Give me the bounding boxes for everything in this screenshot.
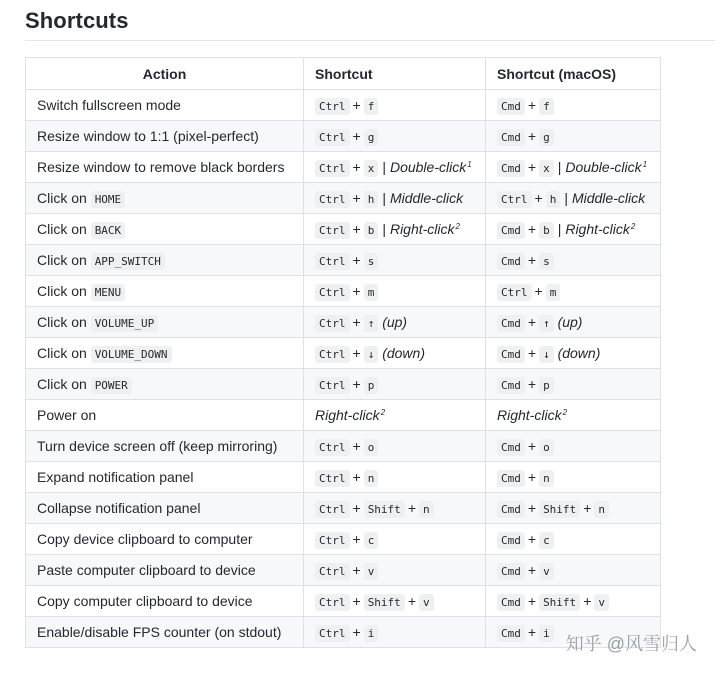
key-cap: o <box>364 439 379 456</box>
plus-sign: + <box>527 128 537 144</box>
key-cap: Ctrl <box>315 470 350 487</box>
key-cap: Cmd <box>497 98 525 115</box>
key-cap: m <box>364 284 379 301</box>
shortcut-macos-cell <box>486 214 661 245</box>
plus-sign: + <box>527 345 537 361</box>
footnote-ref: 2 <box>380 408 386 417</box>
action-text: Resize window to 1:1 (pixel-perfect) <box>37 128 259 144</box>
table-row <box>26 431 661 462</box>
table-body <box>26 90 661 648</box>
action-cell <box>26 400 304 431</box>
key-cap: POWER <box>91 377 132 394</box>
plus-sign: + <box>352 283 361 299</box>
shortcut-cell <box>304 493 486 524</box>
shortcut-macos-cell <box>486 369 661 400</box>
key-cap: n <box>594 501 609 518</box>
plus-sign: + <box>527 500 537 516</box>
table-row <box>26 400 661 431</box>
footnote-ref: 1 <box>467 160 472 169</box>
shortcut-macos-cell <box>486 586 661 617</box>
key-cap: o <box>539 439 554 456</box>
table-row <box>26 183 661 214</box>
key-cap: BACK <box>91 222 126 239</box>
mouse-action: Double-click <box>389 159 467 175</box>
plus-sign: + <box>352 531 361 547</box>
key-cap: Shift <box>364 501 405 518</box>
separator: | <box>557 221 562 237</box>
mouse-action: Middle-click <box>389 190 464 206</box>
action-cell <box>26 617 304 648</box>
mouse-action: (up) <box>553 314 583 330</box>
key-cap: x <box>539 160 554 177</box>
footnote-ref: 2 <box>455 222 460 231</box>
action-cell <box>26 493 304 524</box>
mouse-action: Right-click <box>497 407 562 423</box>
mouse-action: (down) <box>378 345 425 361</box>
table-row <box>26 307 661 338</box>
shortcut-cell <box>304 90 486 121</box>
key-cap: g <box>539 129 554 146</box>
key-cap: g <box>364 129 379 146</box>
shortcut-macos-cell <box>486 493 661 524</box>
key-cap: Ctrl <box>315 160 350 177</box>
action-cell <box>26 214 304 245</box>
shortcut-cell <box>304 121 486 152</box>
page-title: Shortcuts <box>25 8 129 33</box>
key-cap: Ctrl <box>315 563 350 580</box>
key-cap: APP_SWITCH <box>91 253 165 270</box>
action-cell <box>26 369 304 400</box>
plus-sign: + <box>407 500 416 516</box>
table-row <box>26 555 661 586</box>
key-cap: Shift <box>539 501 580 518</box>
key-cap: ↓ <box>539 346 554 363</box>
key-cap: Ctrl <box>315 439 350 456</box>
plus-sign: + <box>352 345 361 361</box>
title-divider <box>25 40 715 41</box>
mouse-action: Right-click <box>565 221 630 237</box>
shortcut-macos-cell <box>486 338 661 369</box>
action-cell <box>26 338 304 369</box>
shortcut-macos-cell <box>486 152 661 183</box>
key-cap: Cmd <box>497 439 525 456</box>
plus-sign: + <box>527 531 537 547</box>
shortcut-macos-cell <box>486 90 661 121</box>
key-cap: Ctrl <box>315 346 350 363</box>
footnote-ref: 2 <box>562 408 568 417</box>
plus-sign: + <box>527 221 537 237</box>
plus-sign: + <box>527 593 537 609</box>
action-cell <box>26 121 304 152</box>
action-text: Click on <box>37 314 91 330</box>
key-cap: Cmd <box>497 625 525 642</box>
key-cap: p <box>539 377 554 394</box>
plus-sign: + <box>527 252 537 268</box>
key-cap: Ctrl <box>315 222 350 239</box>
shortcut-macos-cell <box>486 555 661 586</box>
action-text: Enable/disable FPS counter (on stdout) <box>37 624 282 640</box>
separator: | <box>557 159 562 175</box>
shortcut-macos-cell <box>486 183 661 214</box>
key-cap: h <box>546 191 561 208</box>
table-header <box>26 58 661 90</box>
plus-sign: + <box>352 97 361 113</box>
watermark-text: 知乎 @风雪归人 <box>565 634 697 654</box>
table-row <box>26 152 661 183</box>
action-text: Click on <box>37 345 91 361</box>
key-cap: Cmd <box>497 129 525 146</box>
plus-sign: + <box>527 469 537 485</box>
key-cap: i <box>364 625 379 642</box>
key-cap: MENU <box>91 284 126 301</box>
key-cap: n <box>364 470 379 487</box>
plus-sign: + <box>407 593 416 609</box>
action-text: Collapse notification panel <box>37 500 201 516</box>
action-text: Click on <box>37 283 91 299</box>
key-cap: x <box>364 160 379 177</box>
key-cap: m <box>546 284 561 301</box>
action-cell <box>26 586 304 617</box>
shortcut-macos-cell <box>486 462 661 493</box>
action-text: Switch fullscreen mode <box>37 97 181 113</box>
key-cap: Ctrl <box>315 315 350 332</box>
key-cap: Cmd <box>497 563 525 580</box>
key-cap: ↓ <box>364 346 379 363</box>
plus-sign: + <box>352 593 361 609</box>
key-cap: VOLUME_UP <box>91 315 159 332</box>
action-cell <box>26 555 304 586</box>
table-row <box>26 276 661 307</box>
table-row <box>26 493 661 524</box>
action-text: Copy device clipboard to computer <box>37 531 253 547</box>
separator: | <box>382 190 386 206</box>
shortcut-cell <box>304 245 486 276</box>
plus-sign: + <box>527 159 537 175</box>
key-cap: Ctrl <box>315 501 350 518</box>
key-cap: h <box>364 191 379 208</box>
action-cell <box>26 431 304 462</box>
key-cap: c <box>364 532 379 549</box>
key-cap: Cmd <box>497 377 525 394</box>
action-text: Resize window to remove black borders <box>37 159 285 175</box>
table-row <box>26 462 661 493</box>
key-cap: Cmd <box>497 315 525 332</box>
key-cap: v <box>594 594 609 611</box>
plus-sign: + <box>352 624 361 640</box>
key-cap: Ctrl <box>315 625 350 642</box>
shortcut-cell <box>304 555 486 586</box>
key-cap: Ctrl <box>315 98 350 115</box>
plus-sign: + <box>534 283 543 299</box>
table-row <box>26 524 661 555</box>
plus-sign: + <box>352 159 361 175</box>
shortcut-cell <box>304 431 486 462</box>
mouse-action: (down) <box>553 345 601 361</box>
key-cap: n <box>419 501 434 518</box>
mouse-action: Right-click <box>315 407 380 423</box>
column-header-action: Action <box>26 58 304 90</box>
key-cap: Ctrl <box>497 191 532 208</box>
action-text: Click on <box>37 252 91 268</box>
shortcuts-table <box>25 57 661 648</box>
action-cell <box>26 462 304 493</box>
shortcut-macos-cell <box>486 276 661 307</box>
plus-sign: + <box>352 438 361 454</box>
header-row <box>26 58 661 90</box>
shortcut-cell <box>304 400 486 431</box>
action-text: Paste computer clipboard to device <box>37 562 256 578</box>
action-cell <box>26 276 304 307</box>
key-cap: Cmd <box>497 222 525 239</box>
shortcut-cell <box>304 586 486 617</box>
action-cell <box>26 90 304 121</box>
table-row <box>26 214 661 245</box>
plus-sign: + <box>527 97 537 113</box>
key-cap: Cmd <box>497 532 525 549</box>
key-cap: Cmd <box>497 253 525 270</box>
action-cell <box>26 152 304 183</box>
plus-sign: + <box>534 190 543 206</box>
plus-sign: + <box>352 500 361 516</box>
plus-sign: + <box>352 314 361 330</box>
action-cell <box>26 183 304 214</box>
shortcut-macos-cell <box>486 400 661 431</box>
action-text: Click on <box>37 221 91 237</box>
key-cap: Ctrl <box>315 594 350 611</box>
key-cap: i <box>539 625 554 642</box>
plus-sign: + <box>583 500 592 516</box>
plus-sign: + <box>352 469 361 485</box>
action-text: Copy computer clipboard to device <box>37 593 253 609</box>
action-cell <box>26 524 304 555</box>
watermark <box>566 630 697 656</box>
key-cap: Cmd <box>497 160 525 177</box>
shortcut-macos-cell <box>486 524 661 555</box>
key-cap: Ctrl <box>315 129 350 146</box>
key-cap: p <box>364 377 379 394</box>
table-row <box>26 338 661 369</box>
shortcut-cell <box>304 276 486 307</box>
shortcut-cell <box>304 338 486 369</box>
mouse-action: (up) <box>378 314 408 330</box>
shortcut-cell <box>304 152 486 183</box>
table-row <box>26 369 661 400</box>
shortcut-cell <box>304 369 486 400</box>
mouse-action: Right-click <box>389 221 455 237</box>
shortcut-macos-cell <box>486 245 661 276</box>
plus-sign: + <box>527 314 537 330</box>
key-cap: Ctrl <box>315 377 350 394</box>
plus-sign: + <box>527 624 537 640</box>
plus-sign: + <box>352 190 361 206</box>
action-text: Power on <box>37 407 97 423</box>
separator: | <box>382 159 386 175</box>
key-cap: ↑ <box>539 315 554 332</box>
plus-sign: + <box>352 562 361 578</box>
separator: | <box>382 221 386 237</box>
key-cap: s <box>539 253 554 270</box>
table-row <box>26 245 661 276</box>
action-text: Expand notification panel <box>37 469 194 485</box>
footnote-ref: 1 <box>642 160 648 169</box>
key-cap: s <box>364 253 379 270</box>
key-cap: Shift <box>539 594 580 611</box>
key-cap: Ctrl <box>315 253 350 270</box>
shortcut-cell <box>304 214 486 245</box>
key-cap: f <box>364 98 379 115</box>
table-row <box>26 90 661 121</box>
key-cap: v <box>364 563 379 580</box>
shortcut-cell <box>304 524 486 555</box>
separator: | <box>564 190 568 206</box>
shortcut-cell <box>304 462 486 493</box>
plus-sign: + <box>352 252 361 268</box>
key-cap: v <box>419 594 434 611</box>
mouse-action: Double-click <box>565 159 642 175</box>
action-text: Click on <box>37 376 91 392</box>
column-header-shortcut: Shortcut <box>304 58 486 90</box>
key-cap: Shift <box>364 594 405 611</box>
shortcut-cell <box>304 307 486 338</box>
key-cap: Ctrl <box>315 284 350 301</box>
column-header-shortcut-macos: Shortcut (macOS) <box>486 58 661 90</box>
key-cap: Ctrl <box>315 532 350 549</box>
footnote-ref: 2 <box>630 222 636 231</box>
key-cap: VOLUME_DOWN <box>91 346 172 363</box>
plus-sign: + <box>352 221 361 237</box>
action-cell <box>26 307 304 338</box>
plus-sign: + <box>352 128 361 144</box>
key-cap: n <box>539 470 554 487</box>
key-cap: Cmd <box>497 501 525 518</box>
table-row <box>26 586 661 617</box>
key-cap: HOME <box>91 191 126 208</box>
shortcut-macos-cell <box>486 307 661 338</box>
key-cap: ↑ <box>364 315 379 332</box>
key-cap: c <box>539 532 554 549</box>
plus-sign: + <box>583 593 592 609</box>
plus-sign: + <box>527 438 537 454</box>
key-cap: Ctrl <box>315 191 350 208</box>
mouse-action: Middle-click <box>571 190 646 206</box>
shortcut-macos-cell <box>486 431 661 462</box>
table-row <box>26 121 661 152</box>
plus-sign: + <box>527 376 537 392</box>
shortcut-cell <box>304 617 486 648</box>
key-cap: Cmd <box>497 594 525 611</box>
key-cap: b <box>364 222 379 239</box>
shortcut-macos-cell <box>486 121 661 152</box>
key-cap: Cmd <box>497 470 525 487</box>
key-cap: Cmd <box>497 346 525 363</box>
plus-sign: + <box>352 376 361 392</box>
shortcut-cell <box>304 183 486 214</box>
key-cap: b <box>539 222 554 239</box>
key-cap: f <box>539 98 554 115</box>
plus-sign: + <box>527 562 537 578</box>
key-cap: v <box>539 563 554 580</box>
action-text: Click on <box>37 190 91 206</box>
action-cell <box>26 245 304 276</box>
key-cap: Ctrl <box>497 284 532 301</box>
action-text: Turn device screen off (keep mirroring) <box>37 438 278 454</box>
